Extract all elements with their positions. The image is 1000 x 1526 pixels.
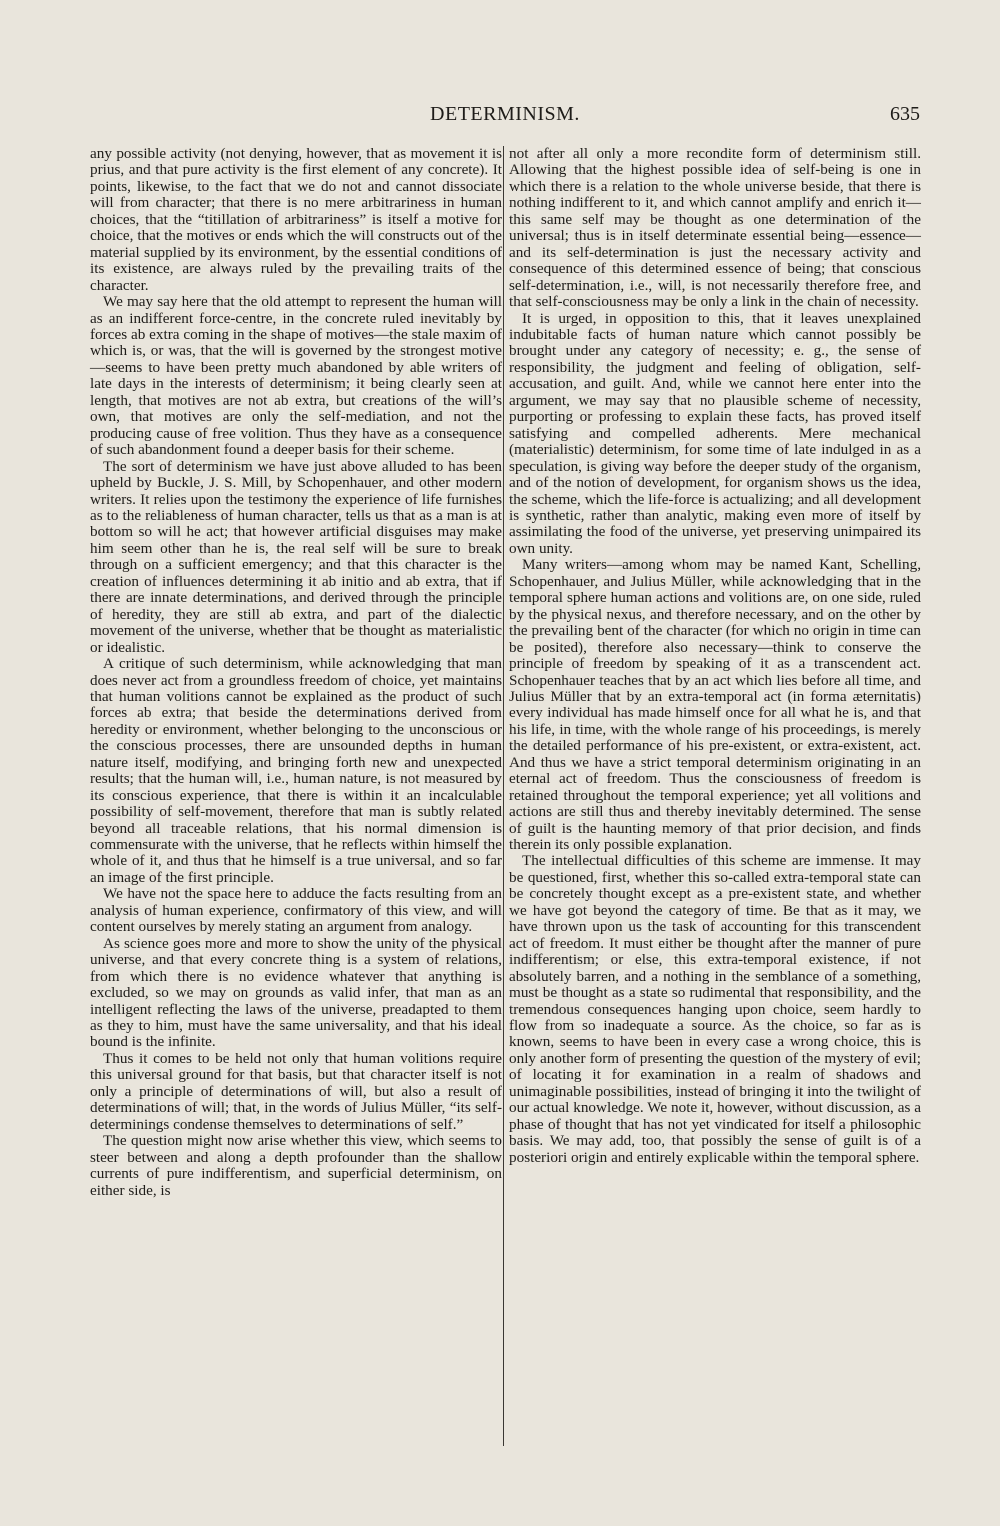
column-divider [503,146,504,1446]
paragraph: The question might now arise whether this view, which seems to steer between and along a depth profounder than the shallow currents of pure indifferentism, and superficial determinism, on either side, is [90,1132,502,1199]
page-title: DETERMINISM. [430,103,580,125]
left-column [90,146,502,1199]
paragraph: any possible activity (not denying, however, that as movement it is prius, and that pure activity is the first element of any concrete). It points, likewise, to the fact that we do not and cannot dissociate will from character; that there is no mere arbitrariness in human choices, that the “titillation of arbitrariness” is itself a motive for choice, that the motives or ends which the will constructs out of the material supplied by its environment, by the essential conditions of its existence, are always ruled by the prevailing traits of the character. [90,145,502,294]
paragraph: We have not the space here to adduce the facts resulting from an analysis of human experience, confirmatory of this view, and will content ourselves by merely stating an argument from analogy. [90,885,502,936]
paragraph: The intellectual difficulties of this scheme are immense. It may be questioned, first, whether this so-called extra-temporal state can be concretely thought except as a pre-existent state, and whether we have got beyond the category of time. Be that as it may, we have thrown upon us the task of accounting for this transcendent act of freedom. It must either be thought after the manner of pure indifferentism; or else, this extra-temporal existence, if not absolutely barren, and a nothing in the semblance of a something, must be thought as a state so rudimental that responsibility, and the tremendous consequences hanging upon choice, seem hardly to flow from so inadequate a source. As the choice, so far as is known, seems to have been in every case a wrong choice, this is only another form of presenting the question of the mystery of evil; of locating it for examination in a realm of shadows and unimaginable possibilities, instead of bringing it into the twilight of our actual knowledge. We note it, however, without discussion, as a phase of thought that has not yet vindicated for itself a philosophic basis. We may add, too, that possibly the sense of guilt is of a posteriori origin and entirely explicable within the temporal sphere. [509,852,921,1166]
paragraph: The sort of determinism we have just above alluded to has been upheld by Buckle, J. S. Mill, by Schopenhauer, and other modern writers. It relies upon the testimony the experience of life furnishes as to the reliableness of human character, tells us that as a man is at bottom so will he act; that however artificial disguises may make him seem other than he is, the real self will be sure to break through on a sufficient emergency; and that this character is the creation of influences determining it ab initio and ab extra, that if there are innate determinations, and derived through the principle of heredity, they are still ab extra, and part of the dialectic movement of the universe, whether that be thought as materialistic or idealistic. [90,457,502,656]
page-number: 635 [890,103,920,125]
right-column [509,146,921,1166]
running-head [90,103,920,133]
paragraph: Thus it comes to be held not only that human volitions require this universal ground for that basis, but that character itself is not only a principle of determinations of will, but also a result of determinations of will; that, in the words of Julius Müller, “its self-determinings condense themselves to determinations of self.” [90,1049,502,1133]
paragraph: A critique of such determinism, while acknowledging that man does never act from a groundless freedom of choice, yet maintains that human volitions cannot be explained as the product of such forces ab extra; that beside the determinations derived from heredity or environment, whether belonging to the unconscious or the conscious processes, there are unsounded depths in human nature itself, modifying, and bringing forth new and unexpected results; that the human will, i.e., human nature, is not measured by its conscious experience, that there is within it an incalculable possibility of self-movement, therefore that man is subtly related beyond all traceable relations, that his normal dimension is commensurate with the universe, that he reflects within himself the whole of it, and thus that he himself is a true universal, and so far an image of the first principle. [90,655,502,886]
paragraph: It is urged, in opposition to this, that it leaves unexplained indubitable facts of human nature which cannot possibly be brought under any category of necessity; e. g., the sense of responsibility, the judgment and feeling of obligation, self-accusation, and guilt. And, while we cannot here enter into the argument, we may say that no plausible scheme of necessity, purporting or professing to explain these facts, has proved itself satisfying and compelled adherents. Mere mechanical (materialistic) determinism, for some time of late indulged in as a speculation, is giving way before the deeper study of the organism, and of the notion of development, for organism shows us the idea, the scheme, which the life-force is actualizing; and all development is synthetic, rather than analytic, making even more of itself by assimilating the food of the universe, yet preserving unimpaired its own unity. [509,309,921,557]
paragraph: Many writers—among whom may be named Kant, Schelling, Schopenhauer, and Julius Müller, while acknowledging that in the temporal sphere human actions and volitions are, on one side, ruled by the physical nexus, and therefore necessary, and on the other by the prevailing bent of the character (for which no origin in time can be posited), therefore also necessary—think to conserve the principle of freedom by speaking of it as a transcendent act. Schopenhauer teaches that by an act which lies before all time, and Julius Müller that by an extra-temporal act (in forma æternitatis) every individual has made himself once for all what he is, and that his life, in time, with the whole range of his proceedings, is merely the detailed performance of his pre-existent, or extra-existent, act. And thus we have a strict temporal determinism originating in an eternal act of freedom. Thus the consciousness of freedom is retained throughout the temporal experience; yet all volitions and actions are still thus and thereby inevitably determined. The sense of guilt is the haunting memory of that prior decision, and finds therein its only possible explanation. [509,556,921,854]
paragraph: not after all only a more recondite form of determinism still. Allowing that the highest possible idea of self-being is one in which there is a relation to the whole universe beside, that there is nothing indifferent to it, and which cannot amplify and enrich it—this same self may be thought as one determination of the universal; thus is in itself determinate essential being—essence—and its self-determination is just the necessary activity and consequence of this determined essence of being; that conscious self-determination, i.e., will, is not necessarily therefore free, and that self-consciousness may be only a link in the chain of necessity. [509,145,921,311]
paragraph: We may say here that the old attempt to represent the human will as an indifferent force-centre, in the concrete ruled inevitably by forces ab extra coming in the shape of motives—the stale maxim of which is, or was, that the will is governed by the strongest motive—seems to have been pretty much abandoned by able writers of late days in the interests of determinism; it being clearly seen at length, that motives are not ab extra, but creations of the will’s own, that motives are only the self-mediation, and not the producing cause of free volition. Thus they have as a consequence of such abandonment found a deeper basis for their scheme. [90,293,502,459]
paragraph: As science goes more and more to show the unity of the physical universe, and that every concrete thing is a system of relations, from which there is no evidence whatever that anything is excluded, so we may on grounds as valid infer, that man as an intelligent reflecting the laws of the universe, preadapted to them as they to him, must have the same universality, and that his ideal bound is the infinite. [90,934,502,1051]
